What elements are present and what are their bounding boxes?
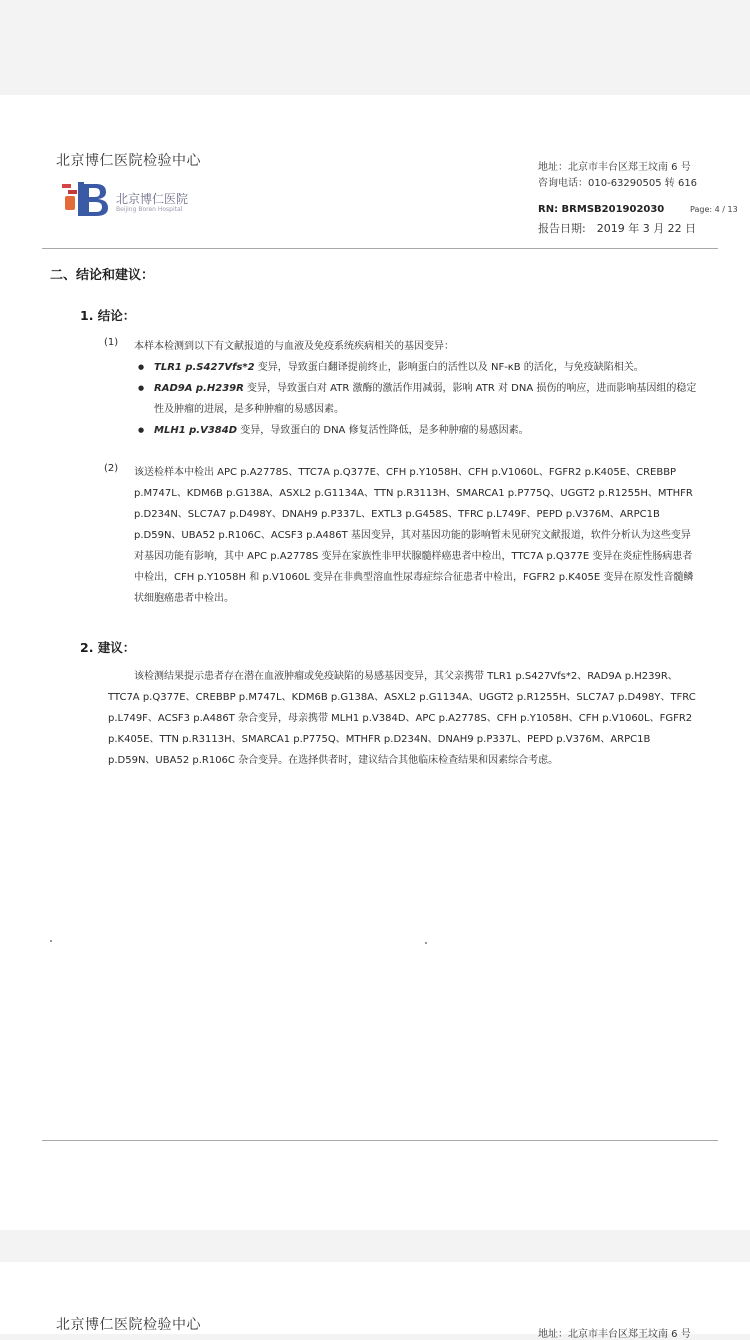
next-page-address: 地址：北京市丰台区郑王坟南 6 号 [538, 1329, 691, 1340]
item-1-intro: 本样本检测到以下有文献报道的与血液及免疫系统疾病相关的基因变异： [134, 341, 454, 352]
section-title: 二、结论和建议： [50, 268, 155, 283]
address-line: 地址：北京市丰台区郑王坟南 6 号 [538, 162, 691, 173]
scan-speck [50, 940, 52, 942]
conclusion-title: 1. 结论： [80, 308, 136, 323]
item-1-number: (1) [104, 337, 119, 348]
item-2-number: (2) [104, 463, 119, 474]
advice-text: 该检测结果提示患者存在潜在血液肿瘤或免疫缺陷的易感基因变异，其父亲携带 TLR1 p.S427Vfs*2、RAD9A p.H239R、TTC7A p.Q377E、CREBBP p.M747L、KDM6B p.G138A、ASXL2 p.G1134A、UGGT2 p.R1255H、SLC7A7 p.D498Y、TFRC p.L749F、ACSF3 p.A486T 杂合变异，母亲携带 MLH1 p.V384D、APC p.A2778S、CFH p.Y1058H、CFH p.V1060L、FGFR2 p.K405E、TTN p.R3113H、SMARCA1 p.P775Q、MTHFR p.D234N、DNAH9 p.P337L、PEPD p.V376M、ARPC1B p.D59N、UBA52 p.R106C 杂合变异。在选择供者时，建议结合其他临床检查结果和因素综合考虑。 [108, 671, 696, 766]
item-2-text: 该送检样本中检出 APC p.A2778S、TTC7A p.Q377E、CFH p.Y1058H、CFH p.V1060L、FGFR2 p.K405E、CREBBP p.M747L、KDM6B p.G138A、ASXL2 p.G1134A、TTN p.R3113H、SMARCA1 p.P775Q、UGGT2 p.R1255H、MTHFR p.D234N、SLC7A7 p.D498Y、DNAH9 p.P337L、EXTL3 p.G458S、TFRC p.L749F、PEPD p.V376M、ARPC1B p.D59N、UBA52 p.R106C、ACSF3 p.A486T 基因变异，其对基因功能的影响暂未见研究文献报道，软件分析认为这些变异对基因功能有影响，其中 APC p.A2778S 变异在家族性非甲状腺髓样癌患者中检出，TTC7A p.Q377E 变异在炎症性肠病患者中检出，CFH p.Y1058H 和 p.V1060L 变异在非典型溶血性尿毒症综合征患者中检出，FGFR2 p.K405E 变异在原发性音髓鳞状细胞癌患者中检出。 [134, 467, 694, 604]
variant-list [138, 357, 698, 441]
phone-line: 咨询电话：010-63290505 转 616 [538, 178, 698, 189]
report-number: RN: BRMSB201902030 [538, 204, 665, 215]
list-item: ● MLH1 p.V384D 变异，导致蛋白的 DNA 修复活性降低，是多种肿瘤的易感因素。 [138, 420, 698, 441]
footer-divider [42, 1140, 718, 1141]
header-divider [42, 248, 718, 249]
list-item: ● TLR1 p.S427Vfs*2 变异，导致蛋白翻译提前终止，影响蛋白的活性以及 NF-κB 的活化，与免疫缺陷相关。 [138, 357, 698, 378]
logo-name: 北京博仁医院 [116, 192, 189, 206]
scan-speck [425, 942, 427, 944]
page-number: Page: 4 / 13 [690, 205, 738, 214]
hospital-title: 北京博仁医院检验中心 [56, 153, 201, 169]
logo-subtitle: Beijing Boren Hospital [116, 206, 183, 213]
report-date: 报告日期: 2019 年 3 月 22 日 [538, 222, 697, 235]
next-page-hospital-title: 北京博仁医院检验中心 [56, 1317, 201, 1333]
list-item: ● RAD9A p.H239R 变异，导致蛋白对 ATR 激酶的激活作用减弱，影响 ATR 对 DNA 损伤的响应，进而影响基因组的稳定性及肿瘤的进展，是多种肿瘤的易感因素。 [138, 378, 698, 420]
contact-block [538, 160, 697, 192]
advice-title: 2. 建议： [80, 640, 136, 655]
